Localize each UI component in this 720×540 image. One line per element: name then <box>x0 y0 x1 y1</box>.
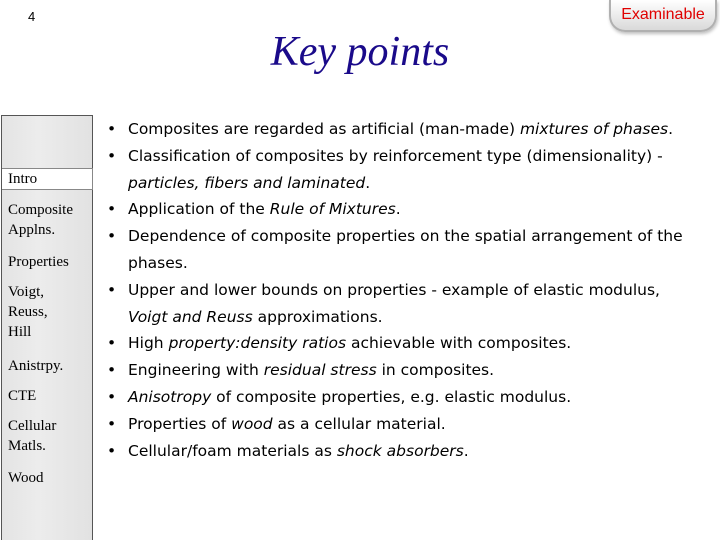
emphasis-text: particles, fibers and laminated <box>128 173 366 192</box>
emphasis-text: Anisotropy <box>128 387 212 406</box>
bullet-text: approximations. <box>252 307 383 326</box>
sidebar-item-intro[interactable]: Intro <box>2 168 93 190</box>
sidebar-item-cte[interactable]: CTE <box>8 388 37 404</box>
sidebar-nav <box>1 115 93 540</box>
bullet-text: Composites are regarded as artificial (man-made) <box>128 120 520 138</box>
sidebar-item-voigt-reuss-hill[interactable]: Voigt, Reuss, Hill <box>8 284 48 340</box>
emphasis-text: Voigt and Reuss <box>128 307 253 326</box>
bullet-text: achievable with composites. <box>346 334 572 353</box>
bullet-text: Application of the <box>128 200 270 219</box>
bullet-text: Engineering with <box>128 361 264 380</box>
emphasis-text: residual stress <box>263 361 377 380</box>
emphasis-text: mixtures of phases <box>519 120 669 138</box>
emphasis-text: Rule of Mixtures <box>269 200 396 219</box>
bullet-text: . <box>395 200 401 219</box>
sidebar-item-composite-applns[interactable]: Composite Applns. <box>8 202 74 238</box>
key-point-item <box>104 330 704 357</box>
key-points-content <box>104 116 704 464</box>
bullet-text: in composites. <box>376 361 495 380</box>
bullet-text: Properties of <box>128 414 232 433</box>
bullet-text: High <box>128 334 169 353</box>
key-point-item <box>104 384 704 411</box>
bullet-text: . <box>365 173 371 192</box>
key-point-item <box>104 277 704 331</box>
sidebar-item-wood[interactable]: Wood <box>8 470 44 486</box>
sidebar-item-properties[interactable]: Properties <box>8 254 69 270</box>
key-point-item <box>104 223 704 277</box>
slide-number: 4 <box>28 9 36 24</box>
key-point-item <box>104 411 704 438</box>
bullet-text: . <box>668 120 673 138</box>
examinable-badge: Examinable <box>609 0 717 32</box>
key-point-item <box>104 196 704 223</box>
bullet-text: Cellular/foam materials as <box>128 441 337 460</box>
bullet-text: Dependence of composite properties on the spatial arrangement of the phases. <box>128 227 683 272</box>
key-point-item <box>104 438 704 465</box>
bullet-text: Classification of composites by reinforcement type (dimensionality) - <box>128 146 663 165</box>
bullet-text: Upper and lower bounds on properties - example of elastic modulus, <box>128 280 660 299</box>
page-title: Key points <box>270 29 450 75</box>
sidebar-item-anistrpy[interactable]: Anistrpy. <box>8 358 64 374</box>
emphasis-text: shock absorbers <box>336 441 464 460</box>
bullet-text: of composite properties, e.g. elastic modulus. <box>211 387 572 406</box>
key-point-item <box>104 143 704 197</box>
emphasis-text: wood <box>231 414 273 433</box>
sidebar-item-cellular-matls[interactable]: Cellular Matls. <box>8 418 57 454</box>
emphasis-text: property:density ratios <box>168 334 347 353</box>
bullet-text: as a cellular material. <box>272 414 446 433</box>
key-point-item <box>104 116 704 143</box>
key-points-list <box>104 116 704 464</box>
key-point-item <box>104 357 704 384</box>
bullet-text: . <box>463 441 469 460</box>
